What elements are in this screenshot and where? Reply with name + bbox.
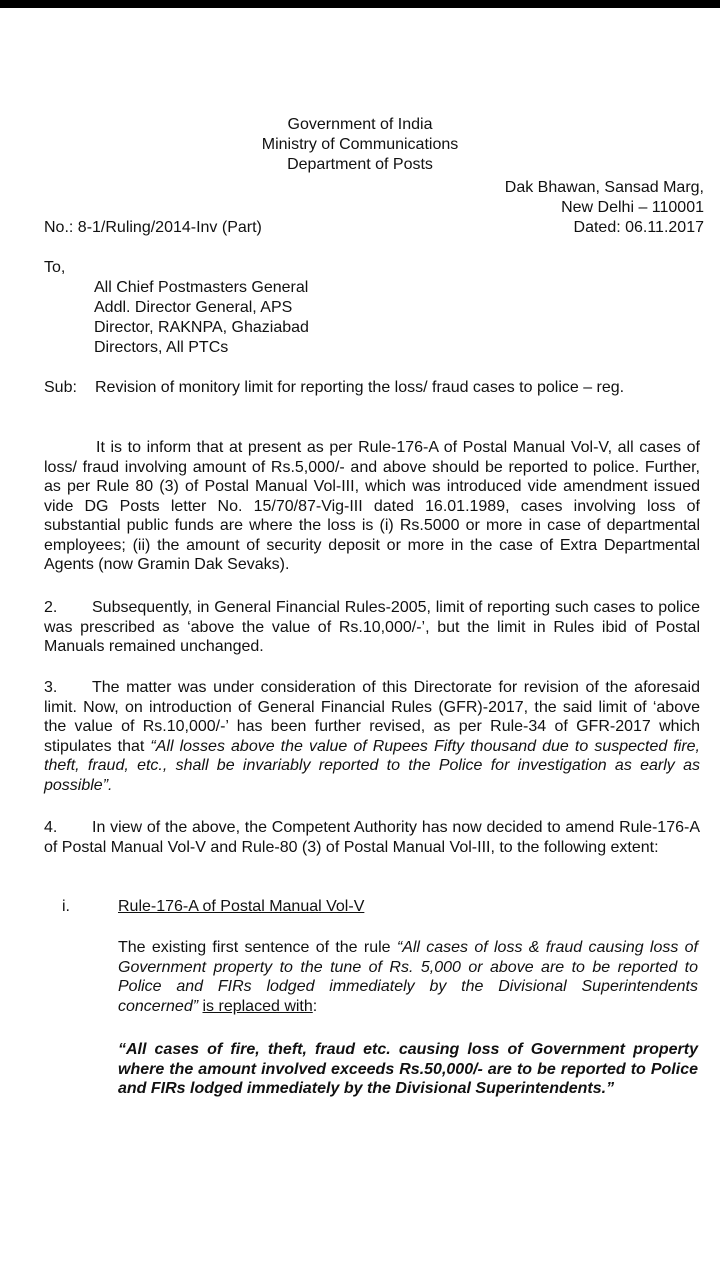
paragraph-3-text: The matter was under consideration of this Directorate for revision of the aforesaid limit. Now, on introduction of General Financial Rules (GFR)-2017, the said limit of ‘above the value of Rs.10,000/-’ has been further revised, as per Rule-34 of GFR-2017 which stipulates that bbox=[44, 679, 700, 755]
to-label: To, bbox=[44, 259, 66, 276]
item-i-heading: Rule-176-A of Postal Manual Vol-V bbox=[118, 898, 365, 915]
replaced-with-text: is replaced with bbox=[202, 997, 313, 1015]
paragraph-2-number: 2. bbox=[44, 599, 58, 616]
gfr-quote: “All losses above the value of Rupees Fifty thousand due to suspected fire, theft, fraud, etc., shall be invariably reported to the Police for investigation as early as possible”. bbox=[44, 737, 700, 794]
paragraph-1: It is to inform that at present as per Rule-176-A of Postal Manual Vol-V, all cases of loss/ fraud involving amount of Rs.5,000/- and above should be reported to police. Further, as per Rule 80 (3) of Postal Manual Vol-III, which was introduced vide amendment issued vide DG Posts letter No. 15/70/87-Vig-III dated 16.01.1989, cases involving loss of substantial public funds are where the loss is (i) Rs.5000 or more in case of departmental employees; (ii) the amount of security deposit or more in the case of Extra Departmental Agents (now Gramin Dak Sevaks). bbox=[44, 439, 700, 573]
address-line-2: New Delhi – 110001 bbox=[561, 199, 704, 216]
address-line-1: Dak Bhawan, Sansad Marg, bbox=[504, 179, 704, 196]
item-i-lead: The existing first sentence of the rule bbox=[118, 939, 397, 956]
recipient-item: Directors, All PTCs bbox=[94, 339, 229, 356]
subject-label: Sub: bbox=[44, 379, 77, 396]
header-ministry: Ministry of Communications bbox=[261, 136, 459, 153]
old-rule-quote: “All cases of loss & fraud causing loss of Government property to the tune of Rs. 5,000 or above are to be reported to Police and FIRs lodged immediately by the Divisional Superintendents concerned” bbox=[118, 939, 698, 1015]
header-government: Government of India bbox=[287, 116, 433, 133]
paragraph-4-text: In view of the above, the Competent Authority has now decided to amend Rule-176-A of Postal Manual Vol-V and Rule-80 (3) of Postal Manual Vol-III, to the following extent: bbox=[44, 819, 700, 856]
paragraph-2-text: Subsequently, in General Financial Rules-2005, limit of reporting such cases to police was prescribed as ‘above the value of Rs.10,000/-’, but the limit in Rules ibid of Postal Manuals remained unchanged. bbox=[44, 599, 700, 655]
reference-number: No.: 8-1/Ruling/2014-Inv (Part) bbox=[44, 219, 262, 236]
recipient-item: Addl. Director General, APS bbox=[94, 299, 293, 316]
recipient-item: All Chief Postmasters General bbox=[94, 279, 309, 296]
item-i-number: i. bbox=[62, 898, 70, 915]
paragraph-2 bbox=[44, 598, 700, 657]
subject-text: Revision of monitory limit for reporting the loss/ fraud cases to police – reg. bbox=[95, 379, 625, 396]
letter-date: Dated: 06.11.2017 bbox=[573, 219, 704, 236]
recipient-item: Director, RAKNPA, Ghaziabad bbox=[94, 319, 309, 336]
paragraph-3-number: 3. bbox=[44, 679, 58, 696]
paragraph-4 bbox=[44, 818, 700, 857]
new-rule-quote: “All cases of fire, theft, fraud etc. causing loss of Government property where the amount involved exceeds Rs.50,000/- are to be reported to Police and FIRs lodged immediately by the Divisional Superintendents.” bbox=[118, 1041, 698, 1097]
paragraph-4-number: 4. bbox=[44, 819, 58, 836]
paragraph-3 bbox=[44, 678, 700, 795]
replaced-colon: : bbox=[312, 997, 318, 1015]
header-department: Department of Posts bbox=[287, 156, 433, 173]
item-i-existing-rule bbox=[118, 938, 698, 1016]
